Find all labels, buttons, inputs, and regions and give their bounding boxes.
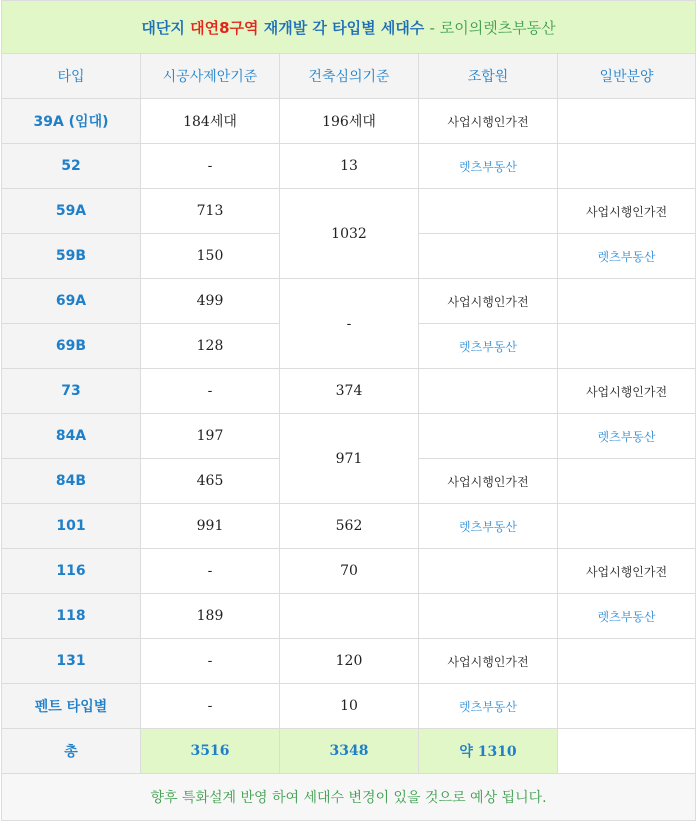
header-type: 타입 bbox=[2, 54, 141, 99]
general-cell bbox=[558, 324, 696, 369]
review-cell: 196세대 bbox=[280, 99, 419, 144]
review-cell: 1032 bbox=[280, 189, 419, 279]
proposal-cell: 128 bbox=[141, 324, 280, 369]
table-row bbox=[2, 549, 696, 594]
type-cell: 39A (임대) bbox=[2, 99, 141, 144]
general-cell: 사업시행인가전 bbox=[558, 549, 696, 594]
review-cell: 374 bbox=[280, 369, 419, 414]
table-row bbox=[2, 99, 696, 144]
proposal-cell: 499 bbox=[141, 279, 280, 324]
proposal-cell: 150 bbox=[141, 234, 280, 279]
table-row bbox=[2, 639, 696, 684]
header-proposal: 시공사제안기준 bbox=[141, 54, 280, 99]
proposal-cell: 713 bbox=[141, 189, 280, 234]
review-cell: 10 bbox=[280, 684, 419, 729]
proposal-cell: 197 bbox=[141, 414, 280, 459]
general-cell: 사업시행인가전 bbox=[558, 369, 696, 414]
household-count-table bbox=[1, 0, 696, 821]
type-cell: 116 bbox=[2, 549, 141, 594]
table-title bbox=[2, 1, 696, 54]
title-part-2: 대연8구역 bbox=[190, 18, 259, 37]
title-part-3: 재개발 각 타입별 세대수 bbox=[263, 18, 425, 37]
proposal-cell: - bbox=[141, 369, 280, 414]
proposal-cell: - bbox=[141, 684, 280, 729]
table-row bbox=[2, 504, 696, 549]
proposal-cell: 189 bbox=[141, 594, 280, 639]
type-cell: 52 bbox=[2, 144, 141, 189]
table-row bbox=[2, 189, 696, 234]
table-row bbox=[2, 594, 696, 639]
proposal-cell: - bbox=[141, 144, 280, 189]
total-row bbox=[2, 729, 696, 774]
member-link[interactable]: 렛츠부동산 bbox=[419, 684, 558, 729]
review-cell: - bbox=[280, 279, 419, 369]
type-cell: 59B bbox=[2, 234, 141, 279]
general-cell bbox=[558, 144, 696, 189]
type-cell: 84A bbox=[2, 414, 141, 459]
table-row bbox=[2, 279, 696, 324]
member-cell: 사업시행인가전 bbox=[419, 459, 558, 504]
member-link[interactable]: 렛츠부동산 bbox=[419, 144, 558, 189]
type-cell: 59A bbox=[2, 189, 141, 234]
title-part-4: - 로이의렛츠부동산 bbox=[429, 18, 556, 37]
general-cell bbox=[558, 279, 696, 324]
general-cell bbox=[558, 459, 696, 504]
general-cell bbox=[558, 639, 696, 684]
review-cell: 562 bbox=[280, 504, 419, 549]
proposal-cell: - bbox=[141, 639, 280, 684]
header-row bbox=[2, 54, 696, 99]
type-cell: 131 bbox=[2, 639, 141, 684]
member-cell bbox=[419, 414, 558, 459]
proposal-cell: 184세대 bbox=[141, 99, 280, 144]
type-cell: 69B bbox=[2, 324, 141, 369]
footer-note: 향후 특화설계 반영 하여 세대수 변경이 있을 것으로 예상 됩니다. bbox=[2, 774, 696, 821]
review-cell: 120 bbox=[280, 639, 419, 684]
general-link[interactable]: 렛츠부동산 bbox=[558, 234, 696, 279]
total-general bbox=[558, 729, 696, 774]
total-review: 3348 bbox=[280, 729, 419, 774]
general-cell: 사업시행인가전 bbox=[558, 189, 696, 234]
header-general: 일반분양 bbox=[558, 54, 696, 99]
type-cell: 118 bbox=[2, 594, 141, 639]
member-cell bbox=[419, 189, 558, 234]
proposal-cell: 465 bbox=[141, 459, 280, 504]
member-cell: 사업시행인가전 bbox=[419, 279, 558, 324]
member-cell bbox=[419, 594, 558, 639]
title-row bbox=[2, 1, 696, 54]
general-link[interactable]: 렛츠부동산 bbox=[558, 414, 696, 459]
member-link[interactable]: 렛츠부동산 bbox=[419, 504, 558, 549]
footer-row bbox=[2, 774, 696, 821]
title-part-1: 대단지 bbox=[141, 18, 185, 37]
total-proposal: 3516 bbox=[141, 729, 280, 774]
review-cell: 13 bbox=[280, 144, 419, 189]
review-cell bbox=[280, 594, 419, 639]
total-label: 총 bbox=[2, 729, 141, 774]
total-member: 약 1310 bbox=[419, 729, 558, 774]
general-cell bbox=[558, 684, 696, 729]
table-row bbox=[2, 144, 696, 189]
proposal-cell: 991 bbox=[141, 504, 280, 549]
type-cell: 84B bbox=[2, 459, 141, 504]
type-cell: 69A bbox=[2, 279, 141, 324]
table-row bbox=[2, 684, 696, 729]
table-row bbox=[2, 369, 696, 414]
member-cell bbox=[419, 234, 558, 279]
review-cell: 70 bbox=[280, 549, 419, 594]
member-cell: 사업시행인가전 bbox=[419, 99, 558, 144]
table-row bbox=[2, 414, 696, 459]
general-cell bbox=[558, 504, 696, 549]
review-cell: 971 bbox=[280, 414, 419, 504]
header-review: 건축심의기준 bbox=[280, 54, 419, 99]
type-cell: 펜트 타입별 bbox=[2, 684, 141, 729]
header-member: 조합원 bbox=[419, 54, 558, 99]
member-cell bbox=[419, 369, 558, 414]
type-cell: 73 bbox=[2, 369, 141, 414]
member-cell: 사업시행인가전 bbox=[419, 639, 558, 684]
proposal-cell: - bbox=[141, 549, 280, 594]
member-link[interactable]: 렛츠부동산 bbox=[419, 324, 558, 369]
general-cell bbox=[558, 99, 696, 144]
general-link[interactable]: 렛츠부동산 bbox=[558, 594, 696, 639]
type-cell: 101 bbox=[2, 504, 141, 549]
member-cell bbox=[419, 549, 558, 594]
